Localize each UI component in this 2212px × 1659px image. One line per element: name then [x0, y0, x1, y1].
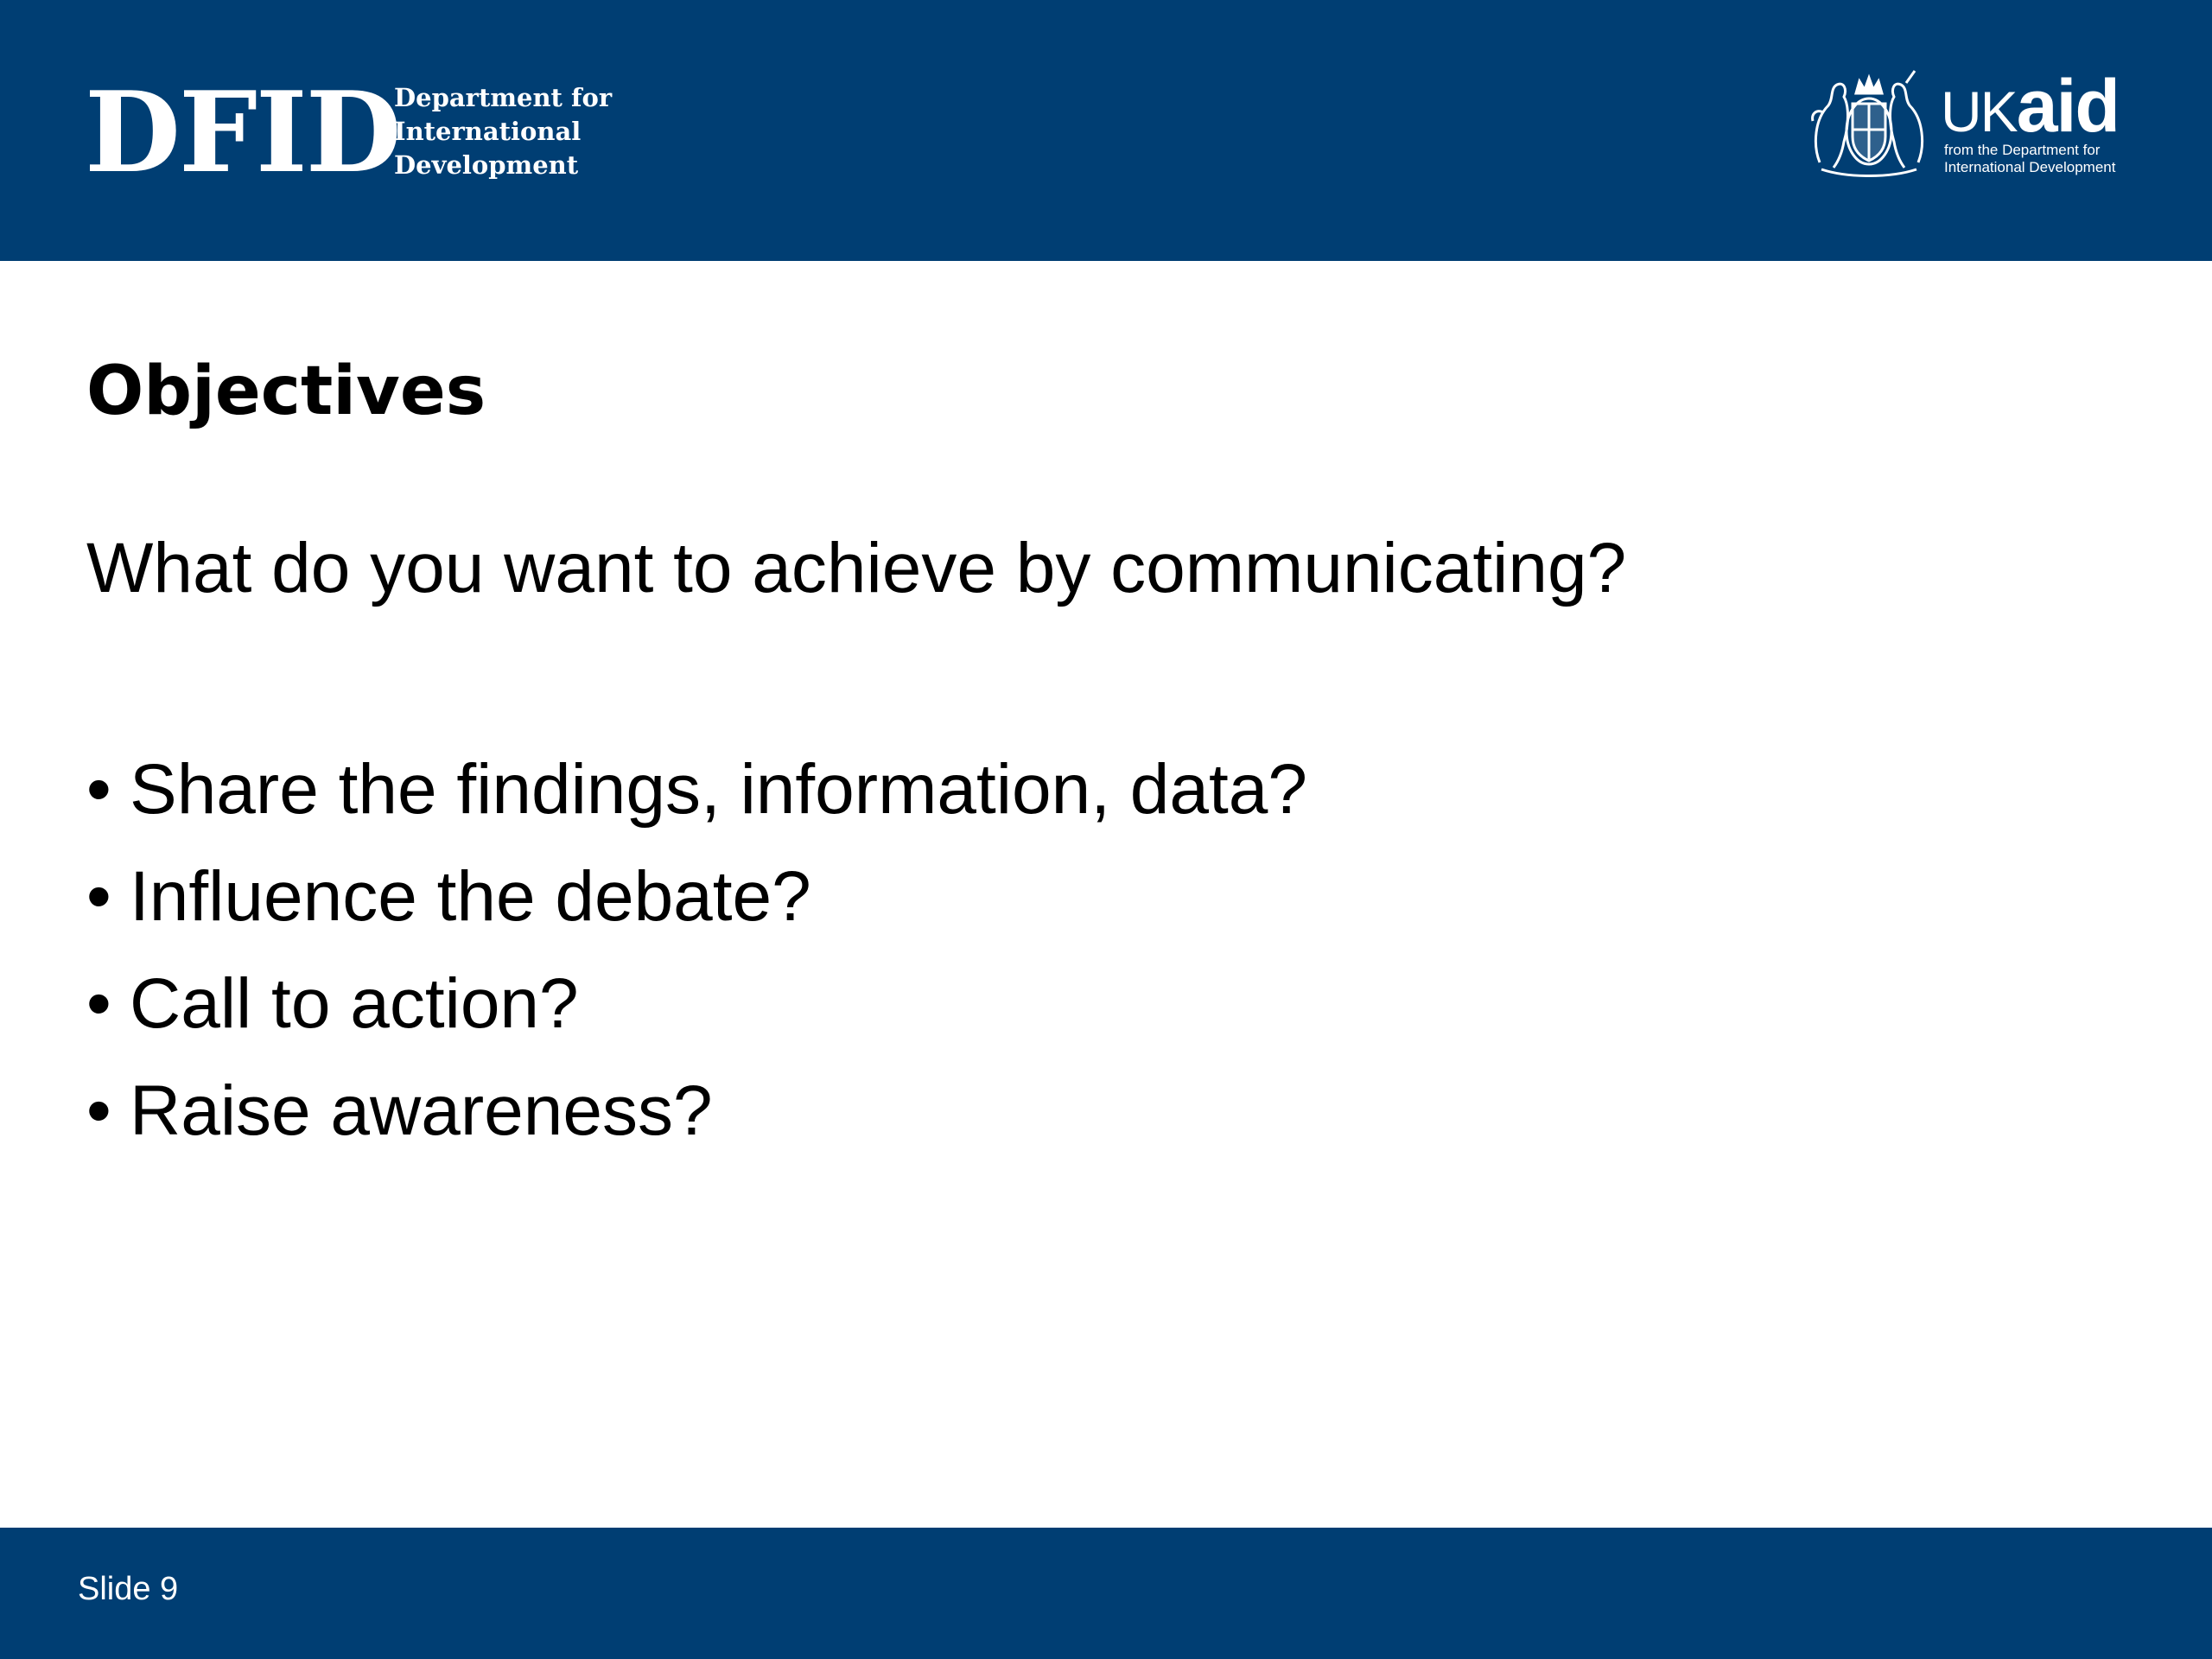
ukaid-tagline-line: from the Department for: [1944, 142, 2101, 158]
dfid-subtitle-line: Development: [394, 150, 579, 180]
ukaid-tagline-line: International Development: [1944, 159, 2116, 175]
royal-coat-of-arms-icon: [1804, 67, 1934, 178]
bullet-item: [86, 736, 1307, 843]
bullet-icon: •: [86, 750, 111, 829]
dfid-logo: [85, 68, 613, 198]
bullet-text: Influence the debate?: [130, 857, 811, 936]
dfid-logo-subtitle: [394, 81, 612, 182]
slide-number: Slide 9: [78, 1571, 179, 1607]
slide-question: What do you want to achieve by communicating?: [86, 529, 1627, 607]
bullet-text: Share the findings, information, data?: [130, 750, 1307, 829]
bullet-item: [86, 1058, 1307, 1165]
bullet-item: [86, 843, 1307, 950]
bullet-icon: •: [86, 857, 111, 936]
objectives-list: [86, 736, 1307, 1165]
slide-header-band: [0, 0, 2212, 261]
slide-title: Objectives: [86, 353, 486, 430]
ukaid-tagline: [1944, 142, 2115, 176]
bullet-text: Raise awareness?: [130, 1071, 713, 1150]
ukaid-uk-text: UK: [1941, 79, 2017, 143]
slide-footer-band: [0, 1528, 2212, 1659]
bullet-icon: •: [86, 1071, 111, 1150]
bullet-item: [86, 950, 1307, 1058]
bullet-icon: •: [86, 964, 111, 1043]
bullet-text: Call to action?: [130, 964, 579, 1043]
dfid-subtitle-line: International: [394, 117, 582, 146]
dfid-subtitle-line: Department for: [394, 83, 613, 112]
ukaid-aid-text: aid: [2016, 65, 2119, 148]
dfid-logo-mark: DFID: [85, 68, 400, 198]
ukaid-logo: [1804, 67, 2133, 180]
